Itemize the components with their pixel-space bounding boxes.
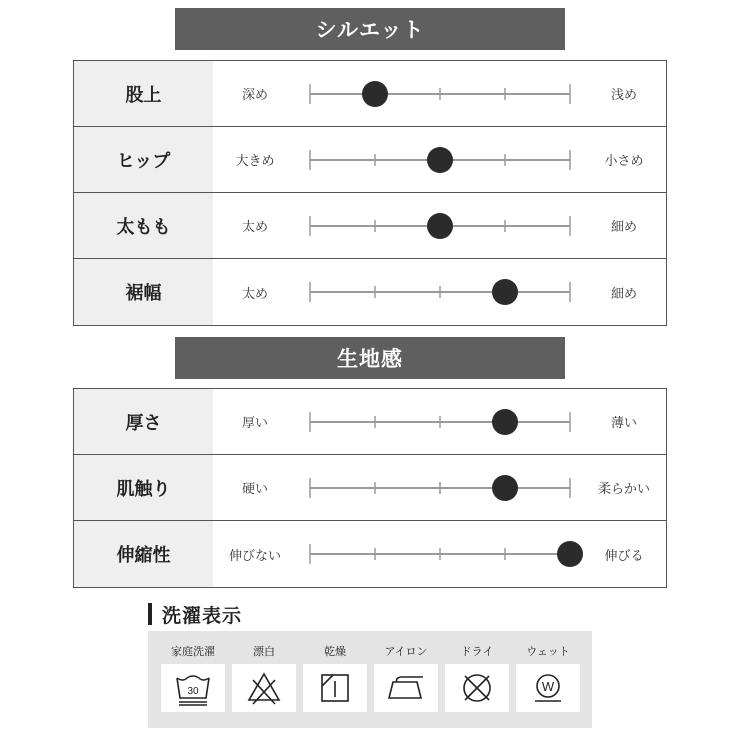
row-label: 伸縮性	[74, 521, 213, 587]
scale-right-label: 細め	[610, 286, 637, 302]
washing-title-text: 洗濯表示	[162, 604, 243, 627]
silhouette-row	[74, 61, 666, 127]
row-body	[213, 259, 666, 325]
silhouette-row	[74, 193, 666, 259]
scale-svg	[310, 127, 570, 192]
wet-clean-text: W	[541, 679, 555, 694]
scale-right-label: 伸びる	[604, 548, 644, 564]
no-bleach-icon	[232, 664, 296, 712]
wash-item	[232, 631, 296, 728]
row-label: ヒップ	[74, 127, 213, 192]
silhouette-row	[74, 259, 666, 325]
wash-item	[161, 631, 225, 728]
scale-svg	[310, 61, 570, 126]
scale-svg	[310, 259, 570, 325]
row-label: 裾幅	[74, 259, 213, 325]
wash-label: ドライ	[460, 645, 494, 658]
scale-left-label: 深め	[241, 88, 268, 103]
fabric-row	[74, 389, 666, 455]
silhouette-table	[73, 60, 667, 326]
rating-scale	[310, 389, 570, 454]
row-body	[213, 455, 666, 520]
scale-marker	[427, 213, 453, 239]
wet-clean-icon	[516, 664, 580, 712]
rating-scale	[310, 61, 570, 126]
no-tumble-dry-icon	[445, 664, 509, 712]
rating-scale	[310, 193, 570, 258]
wash-label: 乾燥	[324, 645, 346, 658]
row-body	[213, 521, 666, 587]
wash-label: 漂白	[253, 645, 275, 658]
washing-panel	[148, 631, 592, 728]
scale-left-label: 太め	[241, 286, 268, 302]
wash-label: アイロン	[384, 645, 428, 658]
fabric-header: 生地感	[175, 337, 565, 379]
wash-label: ウェット	[526, 645, 570, 658]
scale-marker	[427, 147, 453, 173]
row-label: 太もも	[74, 193, 213, 258]
scale-svg	[310, 389, 570, 454]
wash-label: 家庭洗濯	[171, 645, 215, 658]
wash-tub-30-icon	[161, 664, 225, 712]
wash-item	[445, 631, 509, 728]
row-body	[213, 193, 666, 258]
scale-right-label: 薄い	[610, 416, 637, 431]
fabric-row	[74, 521, 666, 587]
scale-right-label: 柔らかい	[597, 482, 650, 497]
wash-temp-text: 30	[187, 686, 199, 697]
rating-scale	[310, 127, 570, 192]
scale-marker	[492, 279, 518, 305]
scale-svg	[310, 193, 570, 258]
scale-left-label: 伸びない	[228, 548, 281, 564]
rating-scale	[310, 259, 570, 325]
row-body	[213, 389, 666, 454]
scale-marker	[557, 541, 583, 567]
row-body	[213, 61, 666, 126]
wash-item	[516, 631, 580, 728]
washing-title	[148, 601, 242, 627]
scale-marker	[492, 475, 518, 501]
drip-dry-shade-icon	[303, 664, 367, 712]
row-body	[213, 127, 666, 192]
scale-right-label: 小さめ	[604, 154, 644, 169]
scale-left-label: 厚い	[241, 416, 268, 431]
silhouette-header: シルエット	[175, 8, 565, 50]
scale-right-label: 細め	[610, 220, 637, 235]
fabric-table	[73, 388, 667, 588]
row-label: 肌触り	[74, 455, 213, 520]
scale-left-label: 大きめ	[235, 154, 275, 169]
scale-right-label: 浅め	[610, 88, 637, 103]
scale-marker	[492, 409, 518, 435]
scale-marker	[362, 81, 388, 107]
wash-item	[303, 631, 367, 728]
rating-scale	[310, 455, 570, 520]
scale-svg	[310, 521, 570, 587]
rating-scale	[310, 521, 570, 587]
silhouette-row	[74, 127, 666, 193]
iron-icon	[374, 664, 438, 712]
scale-left-label: 硬い	[241, 482, 268, 497]
row-label: 股上	[74, 61, 213, 126]
scale-svg	[310, 455, 570, 520]
wash-item	[374, 631, 438, 728]
title-bar	[148, 603, 152, 625]
fabric-row	[74, 455, 666, 521]
row-label: 厚さ	[74, 389, 213, 454]
scale-left-label: 太め	[241, 220, 268, 235]
